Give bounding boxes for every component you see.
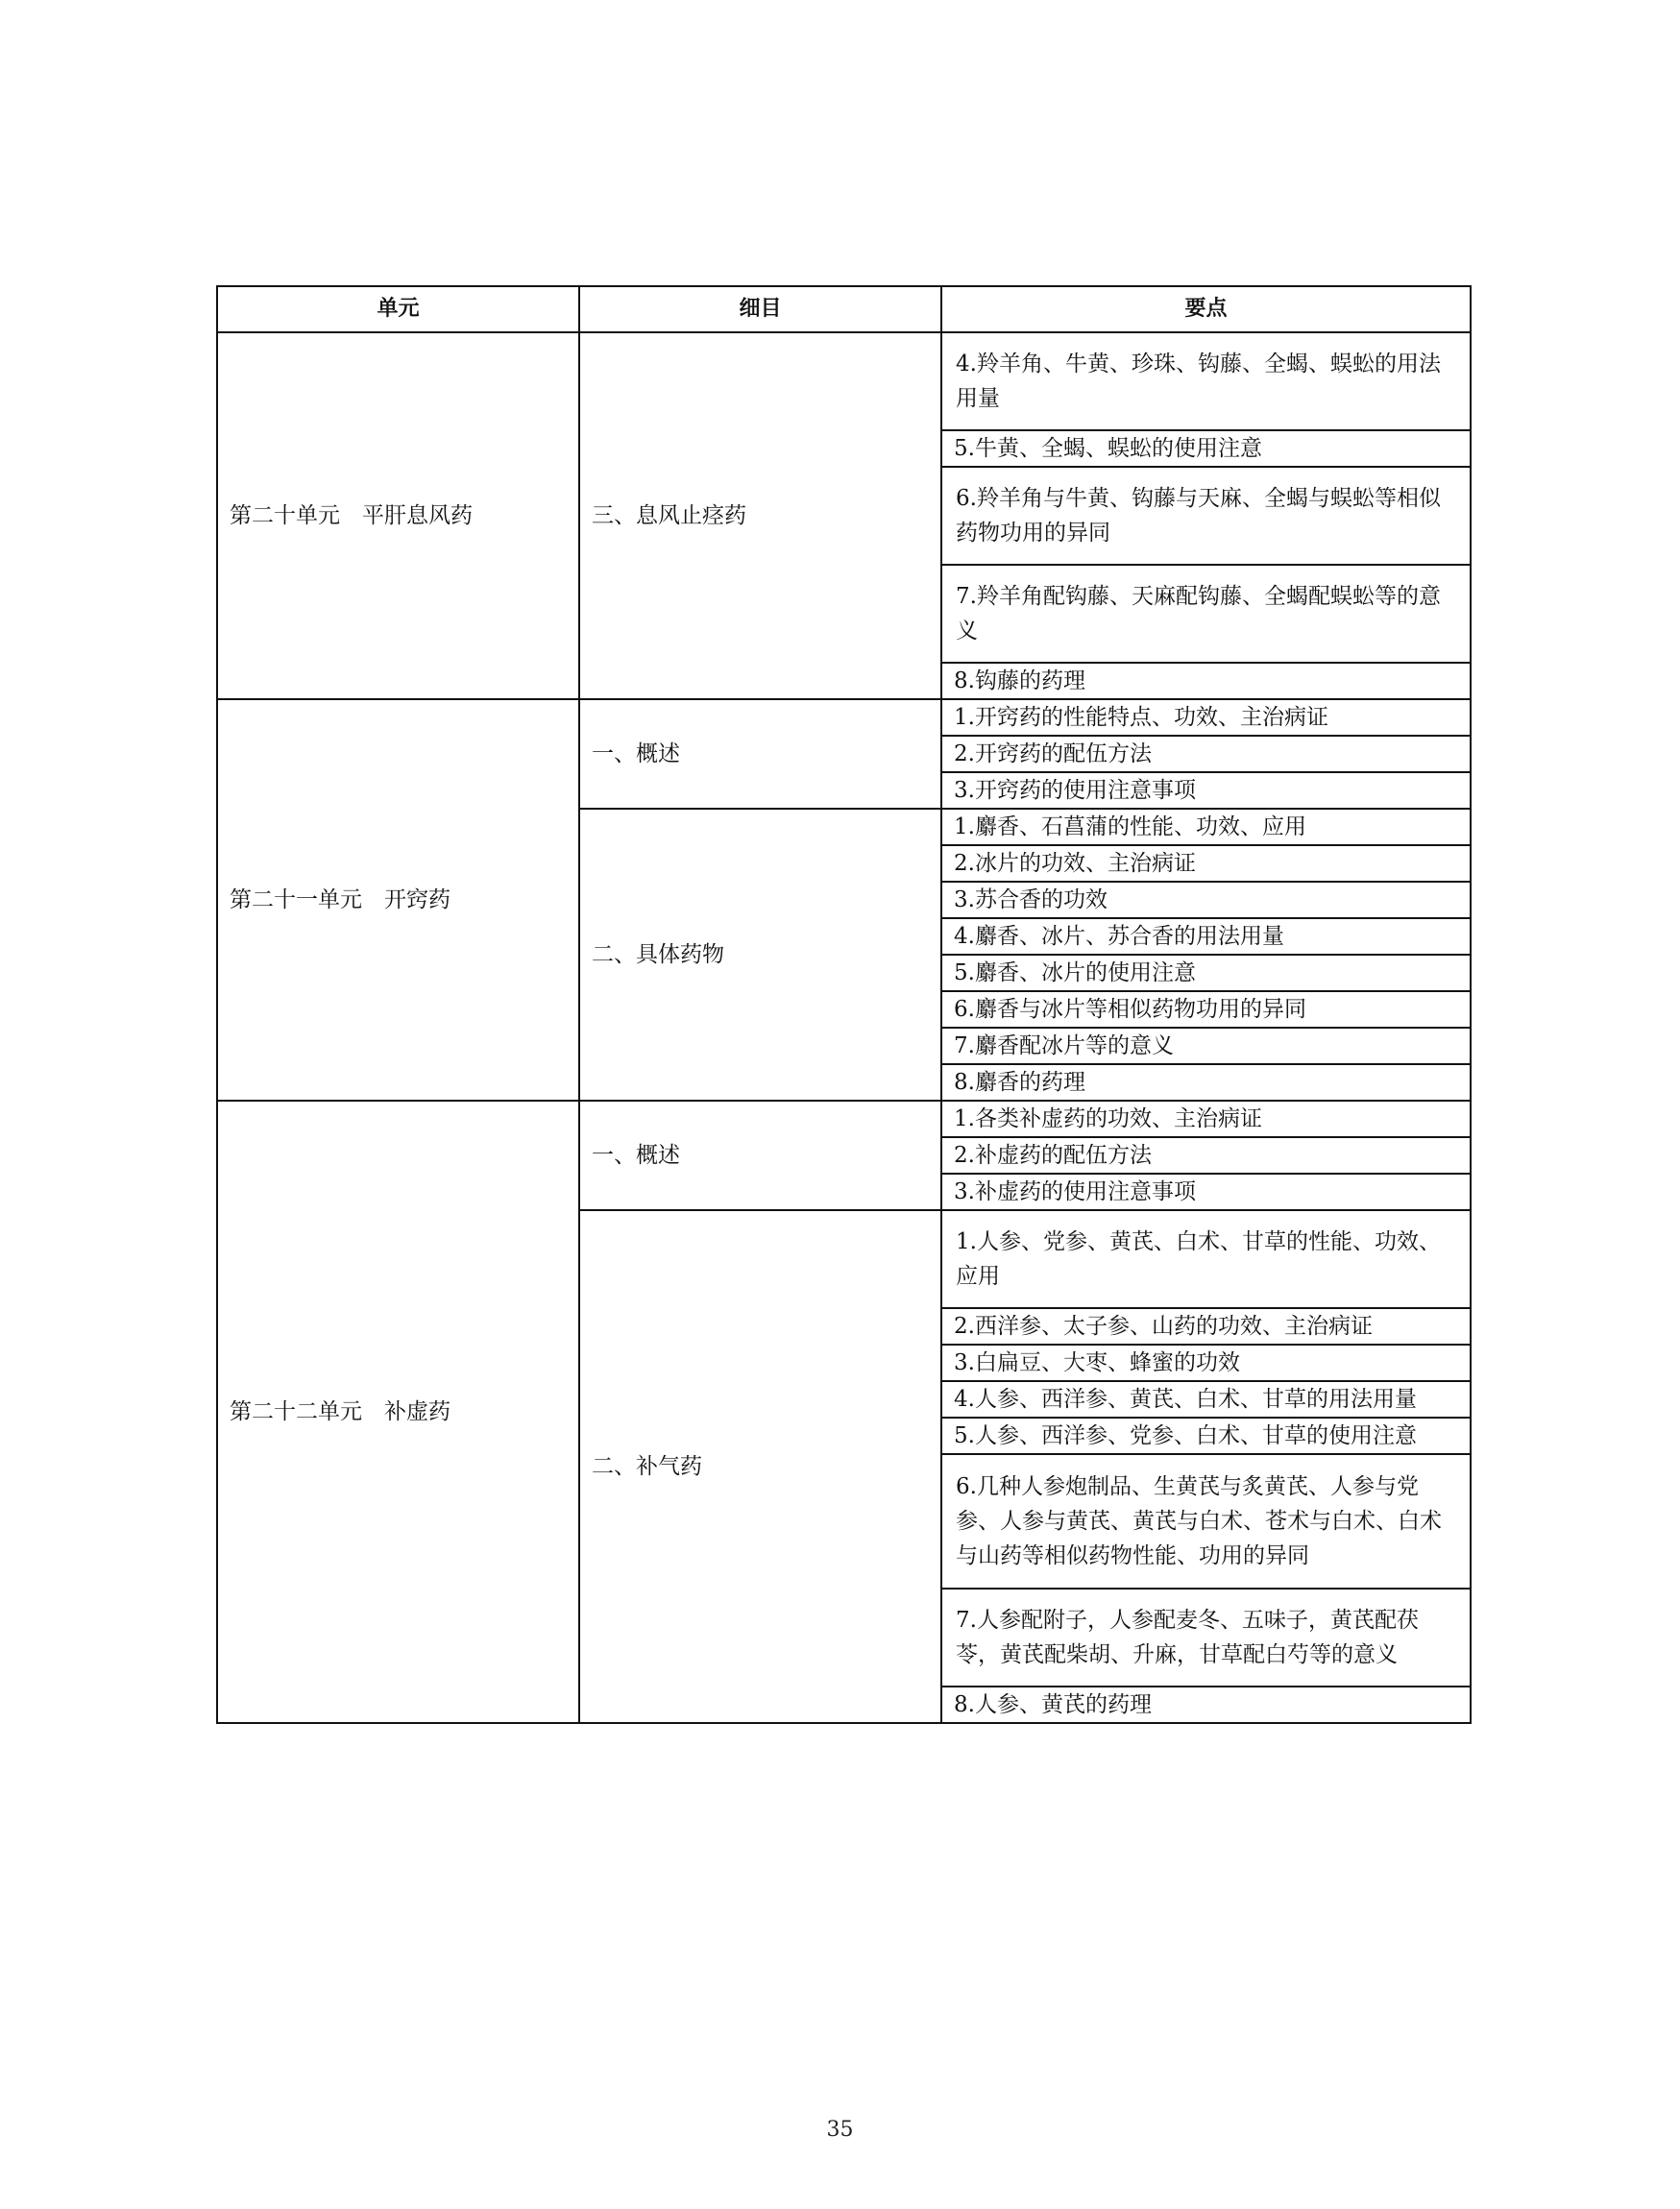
point-cell: 6.羚羊角与牛黄、钩藤与天麻、全蝎与蜈蚣等相似药物功用的异同 <box>941 467 1471 565</box>
point-cell: 2.冰片的功效、主治病证 <box>941 845 1471 882</box>
point-cell: 2.开窍药的配伍方法 <box>941 736 1471 772</box>
detail-cell: 二、具体药物 <box>579 809 941 1101</box>
header-unit: 单元 <box>217 286 579 332</box>
header-point: 要点 <box>941 286 1471 332</box>
table-row <box>217 699 1471 736</box>
unit-cell: 第二十二单元 补虚药 <box>217 1101 579 1723</box>
point-cell: 3.苏合香的功效 <box>941 882 1471 918</box>
table-row <box>217 332 1471 430</box>
detail-cell: 三、息风止痉药 <box>579 332 941 699</box>
point-cell: 1.麝香、石菖蒲的性能、功效、应用 <box>941 809 1471 845</box>
point-cell: 6.麝香与冰片等相似药物功用的异同 <box>941 991 1471 1028</box>
point-cell: 1.开窍药的性能特点、功效、主治病证 <box>941 699 1471 736</box>
header-row <box>217 286 1471 332</box>
point-cell: 4.羚羊角、牛黄、珍珠、钩藤、全蝎、蜈蚣的用法用量 <box>941 332 1471 430</box>
point-cell: 2.西洋参、太子参、山药的功效、主治病证 <box>941 1308 1471 1345</box>
unit-cell: 第二十一单元 开窍药 <box>217 699 579 1101</box>
page-number: 35 <box>826 2118 854 2142</box>
point-cell: 5.牛黄、全蝎、蜈蚣的使用注意 <box>941 430 1471 467</box>
point-cell: 7.人参配附子，人参配麦冬、五味子，黄芪配茯苓，黄芪配柴胡、升麻，甘草配白芍等的意义 <box>941 1589 1471 1687</box>
point-cell: 3.补虚药的使用注意事项 <box>941 1174 1471 1210</box>
point-cell: 8.钩藤的药理 <box>941 663 1471 699</box>
point-cell: 4.麝香、冰片、苏合香的用法用量 <box>941 918 1471 955</box>
detail-cell: 一、概述 <box>579 1101 941 1210</box>
point-cell: 5.麝香、冰片的使用注意 <box>941 955 1471 991</box>
point-cell: 7.麝香配冰片等的意义 <box>941 1028 1471 1064</box>
point-cell: 1.各类补虚药的功效、主治病证 <box>941 1101 1471 1137</box>
point-cell: 3.开窍药的使用注意事项 <box>941 772 1471 809</box>
point-cell: 8.麝香的药理 <box>941 1064 1471 1101</box>
point-cell: 6.几种人参炮制品、生黄芪与炙黄芪、人参与党参、人参与黄芪、黄芪与白术、苍术与白术、白术与山药等相似药物性能、功用的异同 <box>941 1454 1471 1589</box>
point-cell: 3.白扁豆、大枣、蜂蜜的功效 <box>941 1345 1471 1381</box>
header-detail: 细目 <box>579 286 941 332</box>
syllabus-table <box>216 285 1472 1724</box>
point-cell: 8.人参、黄芪的药理 <box>941 1687 1471 1723</box>
table-row <box>217 1101 1471 1137</box>
point-cell: 7.羚羊角配钩藤、天麻配钩藤、全蝎配蜈蚣等的意义 <box>941 565 1471 663</box>
point-cell: 4.人参、西洋参、黄芪、白术、甘草的用法用量 <box>941 1381 1471 1418</box>
unit-cell: 第二十单元 平肝息风药 <box>217 332 579 699</box>
detail-cell: 一、概述 <box>579 699 941 809</box>
point-cell: 5.人参、西洋参、党参、白术、甘草的使用注意 <box>941 1418 1471 1454</box>
detail-cell: 二、补气药 <box>579 1210 941 1723</box>
point-cell: 1.人参、党参、黄芪、白术、甘草的性能、功效、应用 <box>941 1210 1471 1308</box>
point-cell: 2.补虚药的配伍方法 <box>941 1137 1471 1174</box>
